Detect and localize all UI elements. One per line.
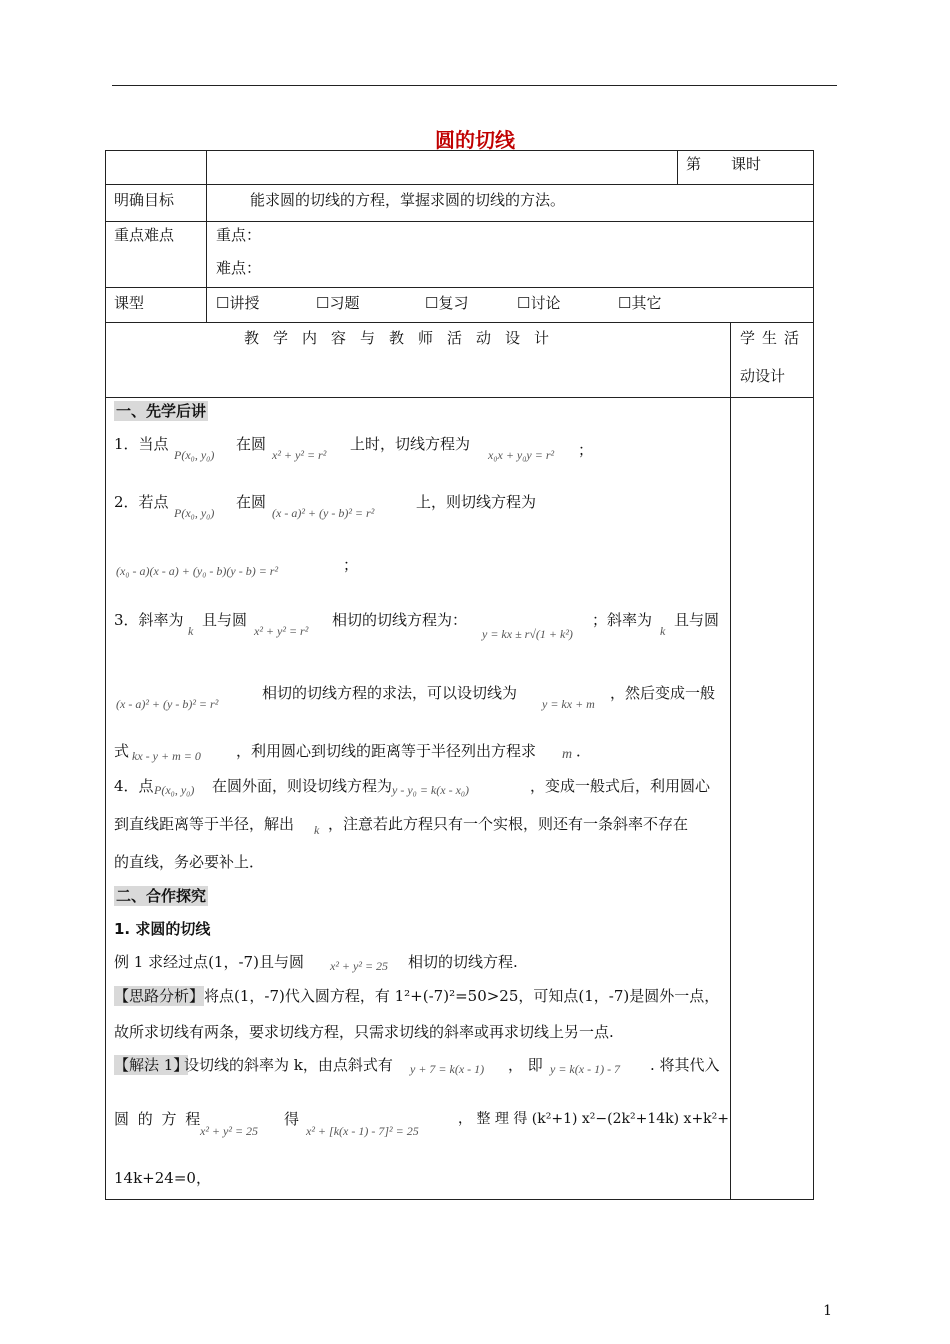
item2-mid2: 上，则切线方程为 <box>416 493 537 511</box>
item3-mid4: 且与圆 <box>674 611 720 629</box>
page-title: 圆的切线 <box>435 128 515 152</box>
item1-end: ； <box>578 441 594 459</box>
lesson-type-option-discussion[interactable]: ☐讨论 <box>517 294 561 312</box>
item3-end: ． <box>576 742 592 760</box>
solution-equation3: x² + y² = 25 <box>200 1124 259 1138</box>
analysis-line2: 故所求切线有两条，要求切线方程，只需求切线的斜率或再求切线上另一点. <box>114 1023 614 1041</box>
solution-line2a: 圆 的 方 程 <box>114 1110 203 1128</box>
item3-mid6: ，然后变成一般 <box>610 684 716 702</box>
item1-pre: 1．当点 <box>114 435 169 453</box>
page-number: 1 <box>823 1303 832 1319</box>
item3-mid7: 式 <box>114 742 130 760</box>
solution-equation4: x² + [k(x - 1) - 7]² = 25 <box>306 1124 419 1138</box>
item2-pre: 2．若点 <box>114 493 169 511</box>
item1-circle: x² + y² = r² <box>272 448 327 462</box>
item3-equation2: y = kx + m <box>542 697 595 711</box>
item4-line2a: 到直线距离等于半径，解出 <box>114 815 295 833</box>
solution-equation2: y = k(x - 1) - 7 <box>550 1062 621 1076</box>
difficult-point-label: 难点： <box>216 259 262 277</box>
solution-equation1: y + 7 = k(x - 1) <box>410 1062 485 1076</box>
example1-circle: x² + y² = 25 <box>330 959 389 973</box>
item3-pre: 3．斜率为 <box>114 611 184 629</box>
solution-line2c: ， 整 理 得 (k²+1) x²−(2k²+14k) x+k²+ <box>458 1111 730 1127</box>
item2-end: ； <box>343 556 359 574</box>
lesson-type-option-exercise[interactable]: ☐习题 <box>316 294 360 312</box>
solution-line3: 14k+24=0， <box>114 1169 211 1187</box>
item4-line2b: ，注意若此方程只有一个实根，则还有一条斜率不存在 <box>328 815 689 833</box>
item1-point: P(x₀, y₀) <box>174 448 215 462</box>
key-point-label: 重点： <box>216 226 262 244</box>
item4-point: P(x₀, y₀) <box>154 783 195 797</box>
item3-mid: 且与圆 <box>202 611 248 629</box>
solution-line1b: ， 即 <box>508 1056 543 1074</box>
item4-k: k <box>314 823 320 837</box>
item3-m: m <box>562 747 573 762</box>
student-design-header-line2: 动设计 <box>740 367 786 385</box>
solution-tag: 【解法 1】 <box>114 1056 189 1074</box>
lesson-period-label: 第 课时 <box>686 155 762 173</box>
objectives-text: 能求圆的切线的方程，掌握求圆的切线的方法。 <box>250 191 566 209</box>
section2-heading: 二、合作探究 <box>116 887 207 905</box>
item4-equation: y - y₀ = k(x - x₀) <box>392 783 470 797</box>
solution-line2b: 得 <box>284 1110 300 1128</box>
item4-mid2: ，变成一般式后，利用圆心 <box>530 777 711 795</box>
lesson-type-option-other[interactable]: ☐其它 <box>618 294 662 312</box>
item2-point: P(x₀, y₀) <box>174 506 215 520</box>
item1-equation: x₀x + y₀y = r² <box>488 448 555 462</box>
header-row-label-cell <box>105 150 207 185</box>
item3-mid5: 相切的切线方程的求法，可以设切线为 <box>262 684 518 702</box>
item1-mid: 在圆 <box>236 435 267 453</box>
student-design-header-line1: 学生活 <box>740 329 807 347</box>
item4-line3: 的直线，务必要补上． <box>114 853 265 871</box>
lesson-type-option-review[interactable]: ☐复习 <box>425 294 469 312</box>
objectives-label: 明确目标 <box>114 191 175 209</box>
item4-pre: 4．点 <box>114 777 154 795</box>
item3-mid8: ，利用圆心到切线的距离等于半径列出方程求 <box>236 742 537 760</box>
item3-equation3: kx - y + m = 0 <box>132 749 201 763</box>
item3-mid3: ；斜率为 <box>592 611 653 629</box>
item1-mid2: 上时，切线方程为 <box>350 435 471 453</box>
lesson-type-label: 课型 <box>114 294 145 312</box>
top-rule <box>112 85 837 86</box>
item3-equation: y = kx ± r√(1 + k²) <box>482 627 573 641</box>
student-content-cell <box>730 397 814 1200</box>
analysis-line1: 将点(1，-7)代入圆方程，有 1²+(-7)²=50>25，可知点(1，-7)是圆外一点， <box>204 987 720 1005</box>
item2-mid: 在圆 <box>236 493 267 511</box>
item3-mid2: 相切的切线方程为： <box>332 611 468 629</box>
item3-circle: x² + y² = r² <box>254 624 309 638</box>
section2-subheading: 1. 求圆的切线 <box>114 920 211 938</box>
item4-mid: 在圆外面，则设切线方程为 <box>212 777 393 795</box>
item3-circle2: (x - a)² + (y - b)² = r² <box>116 697 219 711</box>
example1-post: 相切的切线方程. <box>408 953 518 971</box>
header-row-content-cell <box>206 150 678 185</box>
keypoints-content-cell <box>206 221 814 288</box>
lesson-type-option-lecture[interactable]: ☐讲授 <box>216 294 260 312</box>
analysis-tag: 【思路分析】 <box>114 987 205 1005</box>
item2-circle: (x - a)² + (y - b)² = r² <box>272 506 375 520</box>
item2-equation: (x₀ - a)(x - a) + (y₀ - b)(y - b) = r² <box>116 564 279 578</box>
solution-line1c: . 将其代入 <box>650 1056 720 1074</box>
item3-k2: k <box>660 624 666 638</box>
item3-k: k <box>188 624 194 638</box>
lesson-type-content-cell <box>206 287 814 323</box>
keypoints-label: 重点难点 <box>114 226 175 244</box>
example1-pre: 例 1 求经过点(1，-7)且与圆 <box>114 953 304 971</box>
solution-line1a: 设切线的斜率为 k，由点斜式有 <box>184 1056 393 1074</box>
teacher-design-header: 教学内容与教师活动设计 <box>244 329 564 347</box>
section1-heading: 一、先学后讲 <box>116 402 207 420</box>
